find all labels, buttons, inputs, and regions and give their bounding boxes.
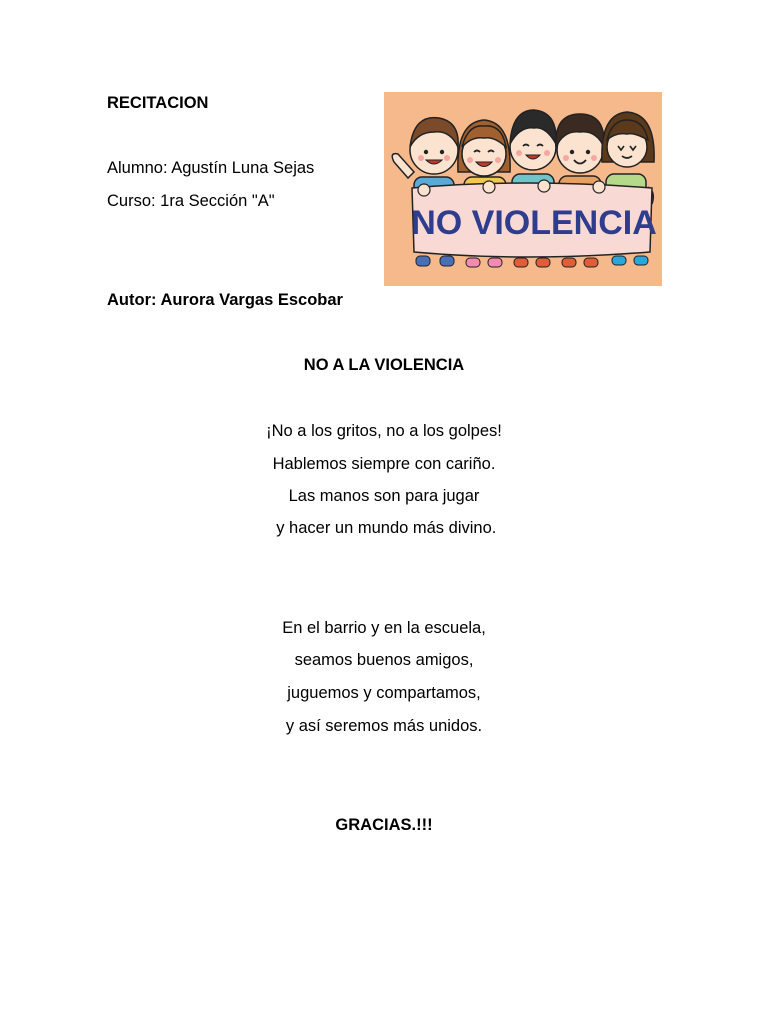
poem-line: seamos buenos amigos, xyxy=(294,651,474,669)
course-info: Curso: 1ra Sección "A" xyxy=(107,192,275,210)
closing-text: GRACIAS.!!! xyxy=(335,816,433,834)
poem-title: NO A LA VIOLENCIA xyxy=(303,356,465,374)
poem-line: Hablemos siempre con cariño. xyxy=(272,455,496,473)
poem-line: En el barrio y en la escuela, xyxy=(282,619,486,637)
banner-text: NO VIOLENCIA xyxy=(411,204,657,242)
poem-line: ¡No a los gritos, no a los golpes! xyxy=(266,422,502,440)
student-name: Alumno: Agustín Luna Sejas xyxy=(107,159,315,177)
author-line: Autor: Aurora Vargas Escobar xyxy=(107,291,343,309)
banner xyxy=(411,180,657,257)
no-violencia-illustration xyxy=(384,92,662,286)
poem-line: y así seremos más unidos. xyxy=(285,717,483,735)
poem-line: juguemos y compartamos, xyxy=(287,684,481,702)
poem-line: y hacer un mundo más divino. xyxy=(271,519,497,537)
poem-line: Las manos son para jugar xyxy=(288,487,480,505)
document-title: RECITACION xyxy=(107,94,209,112)
